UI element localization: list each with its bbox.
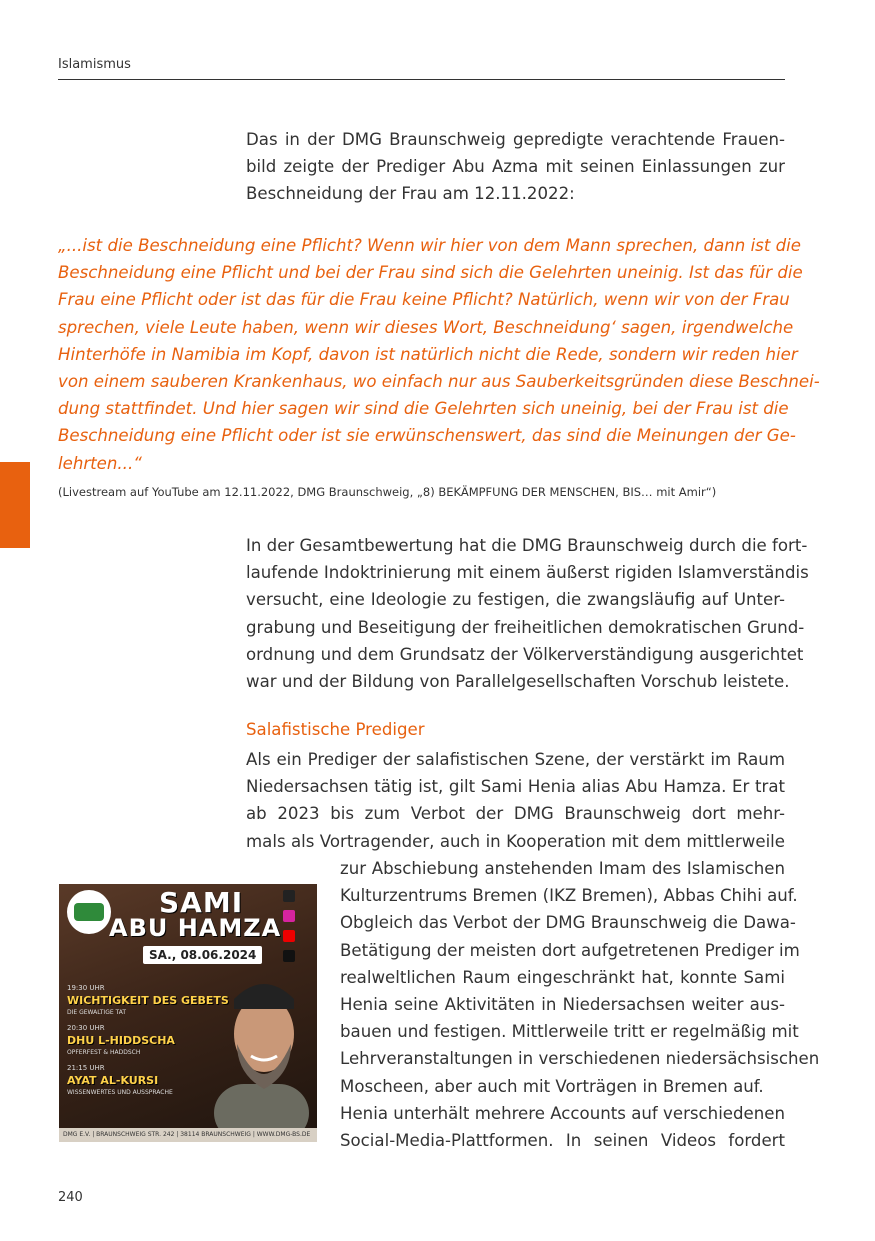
- event-title: WICHTIGKEIT DES GEBETS: [67, 994, 229, 1007]
- section-line: bauen und festigen. Mittlerweile tritt er regelmäßig mit: [340, 1022, 799, 1042]
- intro-line: Beschneidung der Frau am 12.11.2022:: [246, 184, 575, 204]
- assessment-line: versucht, eine Ideologie zu festigen, die zwangsläufig auf Unter-: [246, 590, 785, 610]
- section-line: Lehrveranstaltungen in verschiedenen niedersächsischen: [340, 1049, 820, 1069]
- poster-name-line2: ABU HAMZA: [109, 914, 282, 942]
- section-line: Moscheen, aber auch mit Vorträgen in Bremen auf.: [340, 1076, 764, 1096]
- assessment-line: laufende Indoktrinierung mit einem äußerst rigiden Islamverständis: [246, 563, 809, 583]
- running-header: Islamismus: [58, 57, 131, 72]
- event-title: AYAT AL-KURSI: [67, 1074, 159, 1087]
- section-line: Kulturzentrums Bremen (IKZ Bremen), Abbas Chihi auf.: [340, 886, 798, 906]
- quote-block: [58, 232, 820, 477]
- quote-line: Beschneidung eine Pflicht oder ist sie erwünschenswert, das sind die Meinungen der Ge-: [58, 426, 796, 446]
- section-heading: Salafistische Prediger: [246, 720, 425, 739]
- quote-line: dung stattfindet. Und hier sagen wir sind die Gelehrten sich uneinig, bei der Frau ist die: [58, 399, 789, 419]
- section-line: mals als Vortragender, auch in Kooperation mit dem mittlerweile: [246, 831, 785, 851]
- section-line: Niedersachsen tätig ist, gilt Sami Henia alias Abu Hamza. Er trat: [246, 777, 785, 797]
- section-line: Social-Media-Plattformen. In seinen Videos fordert: [340, 1131, 785, 1151]
- instagram-icon: [283, 910, 295, 922]
- event-time: 20:30 UHR: [67, 1024, 105, 1032]
- youtube-icon: [283, 930, 295, 942]
- event-title: DHU L-HIDDSCHA: [67, 1034, 175, 1047]
- speaker-portrait: [209, 964, 309, 1142]
- section-line: ab 2023 bis zum Verbot der DMG Braunschweig dort mehr-: [246, 804, 785, 824]
- section-line: zur Abschiebung anstehenden Imam des Islamischen: [340, 859, 785, 878]
- poster-footer: DMG E.V. | BRAUNSCHWEIG STR. 242 | 38114 BRAUNSCHWEIG | WWW.DMG-BS.DE: [59, 1128, 317, 1142]
- assessment-line: In der Gesamtbewertung hat die DMG Braunschweig durch die fort-: [246, 536, 808, 555]
- tiktok-icon: [283, 950, 295, 962]
- quote-line: „...ist die Beschneidung eine Pflicht? Wenn wir hier von dem Mann sprechen, dann ist die: [58, 236, 801, 255]
- event-time: 19:30 UHR: [67, 984, 105, 992]
- quote-line: Frau eine Pflicht oder ist das für die Frau keine Pflicht? Natürlich, wenn wir von der Frau: [58, 290, 790, 310]
- intro-line: bild zeigte der Prediger Abu Azma mit seinen Einlassungen zur: [246, 157, 785, 177]
- section-paragraph-full: [246, 746, 785, 855]
- section-line: realweltlichen Raum eingeschränkt hat, konnte Sami: [340, 967, 785, 987]
- header-rule: [58, 79, 785, 80]
- quote-line: sprechen, viele Leute haben, wenn wir dieses Wort, Beschneidung‘ sagen, irgendwelche: [58, 317, 794, 337]
- screen-icon: [283, 890, 295, 902]
- intro-line: Das in der DMG Braunschweig gepredigte verachtende Frauen-: [246, 130, 785, 149]
- quote-line: Hinterhöfe in Namibia im Kopf, davon ist natürlich nicht die Rede, sondern wir reden hier: [58, 344, 798, 364]
- social-icons: [281, 888, 309, 968]
- event-poster-image: [59, 884, 317, 1142]
- section-line: Henia seine Aktivitäten in Niedersachsen weiter aus-: [340, 995, 785, 1015]
- page-number: 240: [58, 1190, 83, 1205]
- quote-line: von einem sauberen Krankenhaus, wo einfach nur aus Sauberkeitsgründen diese Beschnei-: [58, 372, 820, 392]
- event-time: 21:15 UHR: [67, 1064, 105, 1072]
- section-line: Obgleich das Verbot der DMG Braunschweig die Dawa-: [340, 913, 796, 933]
- event-subtitle: OPFERFEST & HADDSCH: [67, 1049, 141, 1056]
- intro-paragraph: [246, 126, 785, 208]
- assessment-line: grabung und Beseitigung der freiheitlichen demokratischen Grund-: [246, 617, 805, 637]
- section-line: Henia unterhält mehrere Accounts auf verschiedenen: [340, 1103, 785, 1123]
- section-line: Betätigung der meisten dort aufgetretenen Prediger im: [340, 940, 800, 960]
- quote-line: Beschneidung eine Pflicht und bei der Frau sind sich die Gelehrten uneinig. Ist das für die: [58, 263, 803, 283]
- mosque-logo-icon: [67, 890, 111, 934]
- event-subtitle: WISSENWERTES UND AUSSPRACHE: [67, 1089, 173, 1096]
- chapter-side-tab: [0, 462, 30, 548]
- section-line: Als ein Prediger der salafistischen Szene, der verstärkt im Raum: [246, 750, 785, 769]
- assessment-paragraph: [246, 532, 809, 695]
- poster-name-line1: SAMI: [159, 886, 244, 919]
- event-subtitle: DIE GEWALTIGE TAT: [67, 1009, 127, 1016]
- poster-date: SA., 08.06.2024: [143, 946, 262, 964]
- section-paragraph-narrow: [340, 855, 820, 1154]
- quote-source: (Livestream auf YouTube am 12.11.2022, DMG Braunschweig, „8) BEKÄMPFUNG DER MENSCHEN, BIS… mit Amir“): [58, 485, 717, 499]
- quote-line: lehrten...“: [58, 453, 142, 473]
- assessment-line: war und der Bildung von Parallelgesellschaften Vorschub leistete.: [246, 672, 790, 692]
- assessment-line: ordnung und dem Grundsatz der Völkerverständigung ausgerichtet: [246, 644, 804, 664]
